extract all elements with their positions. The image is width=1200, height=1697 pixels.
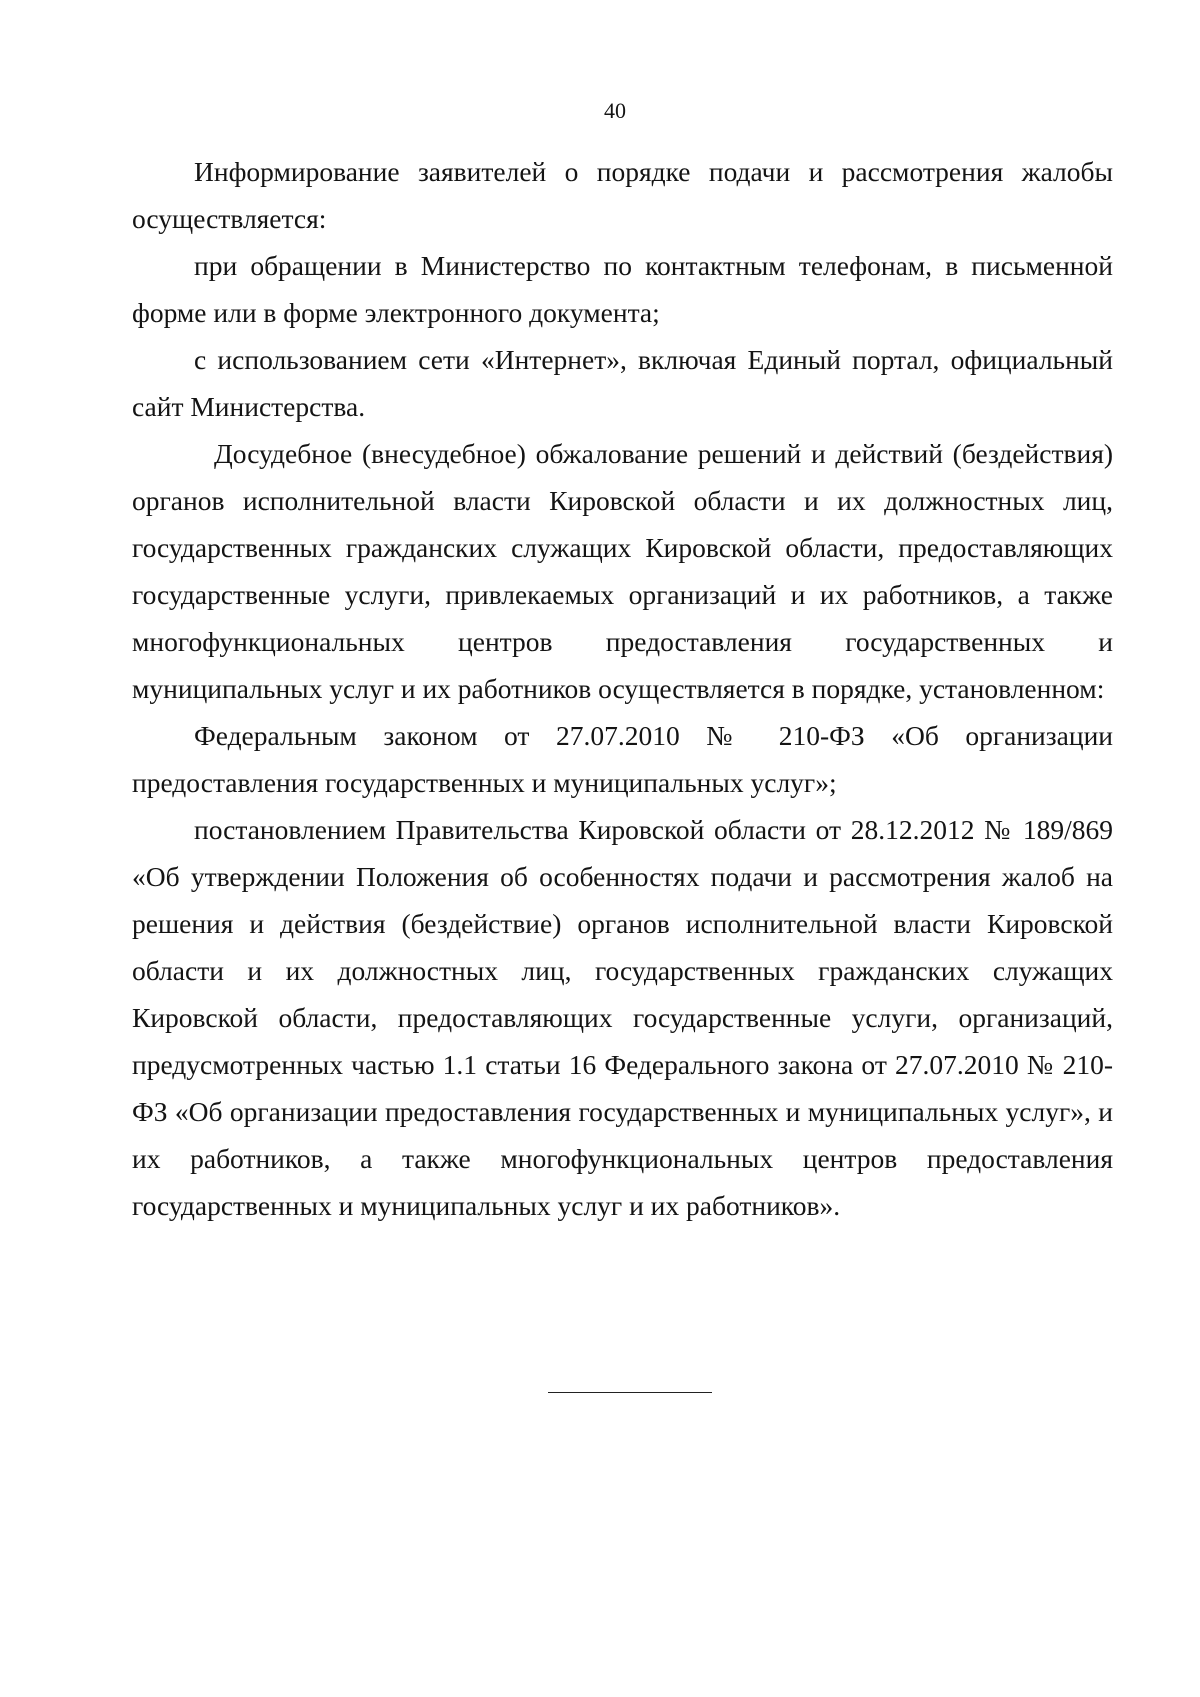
paragraph-ministry-contact: при обращении в Министерство по контактным телефонам, в письменной форме или в форме электронного документа; [132,250,1113,328]
paragraph-pretrial-appeal: Досудебное (внесудебное) обжалование решений и действий (бездействия) органов исполнительной власти Кировской области и их должностных лиц, государственных гражданских служащих Кировской области, предоставляющих государственные услуги, привлекаемых организаций и их работников, а также многофункциональных центров предоставления государственных и муниципальных услуг и их работников осуществляется в порядке, установленном: [132,438,1113,704]
paragraph-federal-law: Федеральным законом от 27.07.2010 № 210-ФЗ «Об организации предоставления государственных и муниципальных услуг»; [132,720,1113,798]
paragraph-complaint-info: Информирование заявителей о порядке подачи и рассмотрения жалобы осуществляется: [132,156,1113,234]
document-body [132,148,1113,1229]
end-of-text-rule [548,1392,712,1393]
paragraph-internet: с использованием сети «Интернет», включая Единый портал, официальный сайт Министерства. [132,344,1113,422]
paragraph-government-resolution: постановлением Правительства Кировской области от 28.12.2012 № 189/869 «Об утверждении Положения об особенностях подачи и рассмотрения жалоб на решения и действия (бездействие) органов исполнительной власти Кировской области и их должностных лиц, государственных гражданских служащих Кировской области, предоставляющих государственные услуги, организаций, предусмотренных частью 1.1 статьи 16 Федерального закона от 27.07.2010 № 210-ФЗ «Об организации предоставления государственных и муниципальных услуг», и их работников, а также многофункциональных центров предоставления государственных и муниципальных услуг и их работников». [132,814,1113,1221]
page-number: 40 [604,98,626,123]
